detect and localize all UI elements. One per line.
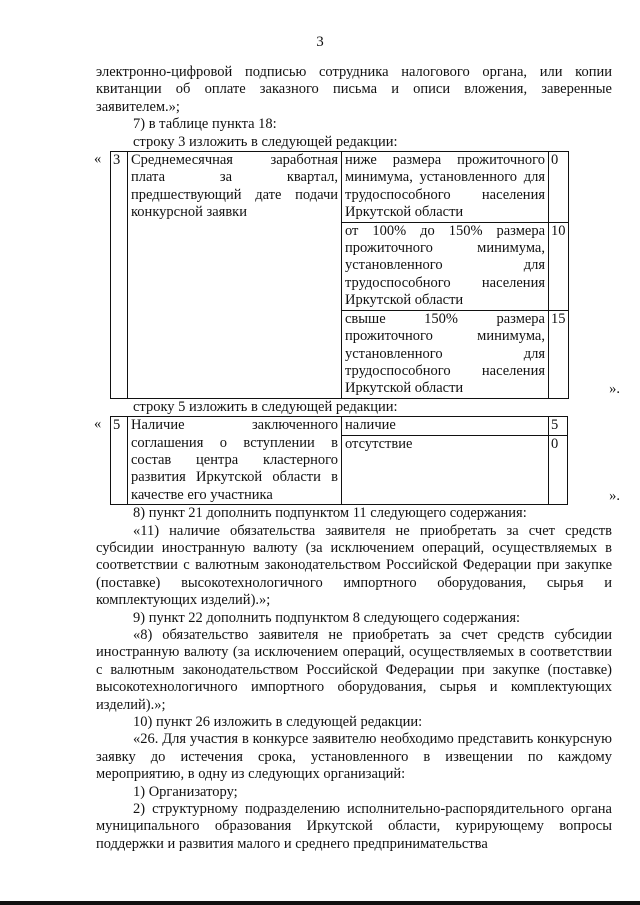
- table-row3-wrapper: [94, 151, 620, 399]
- criteria-table-row5: [110, 416, 568, 505]
- criterion-points: 10: [549, 222, 569, 310]
- criterion-condition: от 100% до 150% размера прожиточного минимума, установленного для трудоспособного населения Иркутской области: [342, 222, 549, 310]
- table-row5-wrapper: [94, 416, 620, 505]
- document-body: [94, 64, 620, 853]
- criterion-description: Наличие заключенного соглашения о вступлении в состав центра кластерного развития Иркутской области в качестве его участника: [128, 417, 342, 505]
- criterion-points: 5: [549, 417, 568, 436]
- criterion-condition: свыше 150% размера прожиточного минимума, установленного для трудоспособного населения Иркутской области: [342, 310, 549, 398]
- item-7: 7) в таблице пункта 18:: [133, 116, 277, 133]
- table-row: [111, 417, 568, 436]
- criteria-table-row3: [110, 151, 569, 399]
- criterion-condition: отсутствие: [342, 436, 549, 505]
- item-10-sub1: 1) Организатору;: [133, 783, 238, 800]
- criterion-points: 0: [549, 436, 568, 505]
- criterion-description: Среднемесячная заработная плата за квартал, предшествующий дате подачи конкурсной заявки: [128, 152, 342, 399]
- paragraph-intro: электронно-цифровой подписью сотрудника налогового органа, или копии квитанции об оплате заказного письма и описи вложения, заверенные заявителем.»;: [96, 64, 612, 115]
- item-8-text: «11) наличие обязательства заявителя не приобретать за счет средств субсидии иностранную валюту (за исключением операций, осуществляемых в соответствии с валютным законодательством Российской Федерации при закупке (поставке) высокотехнологичного импортного оборудования, сырья и комплектующих изделий).»;: [96, 522, 612, 609]
- scan-edge-bar: [0, 901, 640, 905]
- close-quote: ».: [609, 381, 620, 398]
- criterion-condition: наличие: [342, 417, 549, 436]
- item-9-text: «8) обязательство заявителя не приобретать за счет средств субсидии иностранную валюту (за исключением операций, осуществляемых в соответствии с валютным законодательством Российской Федерации при закупке (поставке) высокотехнологичного импортного оборудования, сырья и комплектующих изделий).»;: [96, 627, 612, 713]
- item-10-sub2: 2) структурному подразделению исполнительно-распорядительного органа муниципального образования Иркутской области, курирующему вопросы поддержки и развития малого и среднего предпринимательства: [96, 801, 612, 852]
- open-quote: «: [94, 151, 102, 168]
- item-9: 9) пункт 22 дополнить подпунктом 8 следующего содержания:: [133, 609, 521, 626]
- criterion-condition: ниже размера прожиточного минимума, установленного для трудоспособного населения Иркутской области: [342, 152, 549, 223]
- criterion-points: 0: [549, 152, 569, 223]
- item-10-text: «26. Для участия в конкурсе заявителю необходимо представить конкурсную заявку до истечения срока, установленного в извещении по каждому мероприятию, в одну из следующих организаций:: [96, 731, 612, 783]
- row-number: 3: [111, 152, 128, 399]
- table-row: [111, 152, 569, 223]
- item-10: 10) пункт 26 изложить в следующей редакции:: [133, 714, 423, 731]
- item-7-row5-heading: строку 5 изложить в следующей редакции:: [133, 398, 398, 415]
- item-7-row3-heading: строку 3 изложить в следующей редакции:: [133, 133, 398, 150]
- close-quote: ».: [609, 487, 620, 504]
- row-number: 5: [111, 417, 128, 505]
- open-quote: «: [94, 416, 102, 433]
- item-8: 8) пункт 21 дополнить подпунктом 11 следующего содержания:: [133, 505, 527, 522]
- page-number: 3: [316, 34, 324, 50]
- criterion-points: 15: [549, 310, 569, 398]
